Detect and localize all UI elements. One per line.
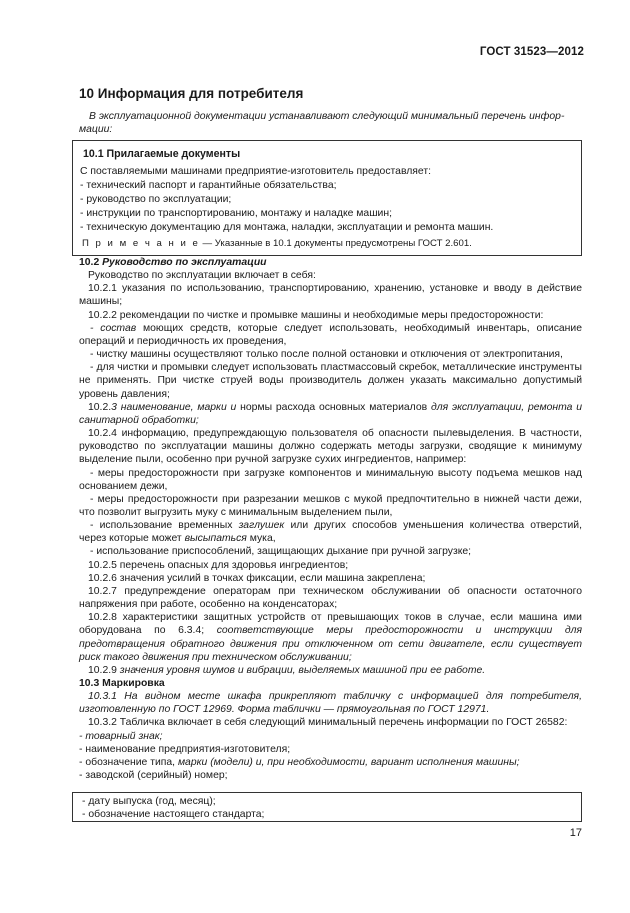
paragraph bbox=[79, 690, 582, 716]
intro-line-2: мации: bbox=[79, 124, 113, 135]
paragraph: - чистку машины осуществляют только после полной остановки и отключения от электропитания, bbox=[90, 349, 563, 361]
intro-paragraph bbox=[79, 110, 582, 136]
em-text: 10.3.1 На видном месте шкафа прикрепляют табличку с информацией для потребителя, изготовленную по ГОСТ 12969. Форма таблички — прямоугольная по ГОСТ 12971. bbox=[79, 691, 582, 716]
text: моющих средств, которые следует использовать, необходимый инвентарь, описание операций и периодичность их проведения, bbox=[79, 322, 583, 347]
em-text: заглушек bbox=[238, 520, 285, 532]
box-item: - инструкции по транспортированию, монтажу и наладке машин; bbox=[80, 208, 392, 219]
text: - использование временных bbox=[90, 520, 239, 532]
page-number: 17 bbox=[569, 827, 582, 839]
list-item: - заводской (серийный) номер; bbox=[79, 770, 228, 782]
list-item bbox=[79, 756, 582, 769]
paragraph bbox=[79, 664, 582, 677]
standard-code: ГОСТ 31523—2012 bbox=[479, 46, 584, 58]
subsection-heading-10-3: 10.3 Маркировка bbox=[79, 678, 165, 689]
box-item: С поставляемыми машинами предприятие-изготовитель предоставляет: bbox=[80, 166, 432, 177]
box-item: - технический паспорт и гарантийные обязательства; bbox=[80, 180, 337, 191]
em-text: марки (модели) и, при необходимости, вариант исполнения машины; bbox=[177, 756, 520, 768]
text: 10.2.9 bbox=[88, 664, 120, 676]
paragraph: 10.2.2 рекомендации по чистке и промывке машины и необходимые меры предосторожности: bbox=[88, 309, 544, 321]
em-text: соответствующие меры предосторожности и инструкции для предотвращения обратного движения при отключенном от сети двигателе, если существует риск такого движения при техническом обслуживании; bbox=[79, 625, 583, 663]
box-title: 10.1 Прилагаемые документы bbox=[83, 148, 241, 160]
em-text: высыпаться bbox=[184, 533, 247, 545]
paragraph bbox=[79, 611, 582, 664]
paragraph: Руководство по эксплуатации включает в себя: bbox=[88, 270, 316, 282]
em-text: значения уровня шумов и вибрации, выделяемых машиной при ее работе. bbox=[119, 664, 486, 676]
paragraph: - для чистки и промывки следует использовать пластмассовый скребок, металлические инструменты не применять. При чистке струей воды производитель должен указать максимально допустимый уровень давления; bbox=[79, 362, 582, 400]
text: - обозначение типа, bbox=[79, 756, 178, 768]
paragraph: 10.2.6 значения усилий в точках фиксации, если машина закреплена; bbox=[88, 572, 426, 584]
box-note bbox=[82, 238, 472, 249]
em-text: 3 наименование, марки и bbox=[111, 401, 237, 413]
text: мука, bbox=[246, 533, 276, 545]
paragraph bbox=[79, 322, 582, 348]
section-title: 10 Информация для потребителя bbox=[79, 86, 304, 101]
em-text: - товарный знак; bbox=[79, 730, 163, 742]
paragraph: 10.2.1 указания по использованию, транспортированию, хранению, установке и вводу в действие машины; bbox=[79, 283, 582, 308]
box-item: - дату выпуска (год, месяц); bbox=[82, 796, 216, 807]
text: нормы расхода основных материалов bbox=[236, 401, 431, 413]
subsection-heading-10-2 bbox=[79, 256, 582, 269]
text: 10.2. bbox=[88, 401, 112, 413]
box-item: - обозначение настоящего стандарта; bbox=[82, 809, 265, 821]
heading-text: Руководство по эксплуатации bbox=[102, 257, 267, 268]
box-item: - руководство по эксплуатации; bbox=[80, 194, 232, 205]
heading-number: 10.2 bbox=[79, 257, 103, 268]
document-body bbox=[79, 256, 582, 782]
paragraph: - меры предосторожности при разрезании мешков с мукой предпочтительно в нижней части дежи, что позволит выгрузить муку с минимальным выделением пыли, bbox=[79, 493, 582, 518]
paragraph: - меры предосторожности при загрузке компонентов и минимальную высоту подъема мешков над основанием дежи, bbox=[79, 467, 582, 492]
attached-documents-box bbox=[72, 140, 582, 256]
list-item: - наименование предприятия-изготовителя; bbox=[79, 743, 291, 755]
text: 10.2.8 характеристики защитных устройств от превышающих токов в случае, если машина ими оборудована по 6.3.4; bbox=[79, 612, 582, 637]
box-items bbox=[82, 795, 264, 821]
em-text: для эксплуатации, ремонта и санитарной обработки; bbox=[79, 401, 583, 426]
box-items bbox=[80, 165, 574, 235]
note-label: П р и м е ч а н и е bbox=[82, 238, 200, 249]
em-text: - состав bbox=[90, 322, 137, 334]
text: или других способов уменьшения количества отверстий, через которые может bbox=[79, 520, 582, 545]
paragraph: - использование приспособлений, защищающих дыхание при ручной загрузке; bbox=[90, 546, 472, 558]
box-item: - техническую документацию для монтажа, наладки, эксплуатации и ремонта машин. bbox=[80, 222, 494, 233]
marking-box bbox=[72, 792, 582, 822]
list-item bbox=[79, 730, 582, 743]
paragraph bbox=[79, 401, 582, 427]
note-text: — Указанные в 10.1 документы предусмотрены ГОСТ 2.601. bbox=[199, 238, 472, 249]
paragraph: 10.2.4 информацию, предупреждающую пользователя об опасности пылевыделения. В частности, руководство по эксплуатации машины должно содержать методы загрузки, сводящие к минимуму выделение пыли, особенно при ручной загрузке сухих ингредиентов, например: bbox=[79, 428, 582, 466]
paragraph: 10.2.7 предупреждение операторам при техническом обслуживании об опасности остаточного напряжения при работе, особенно на конденсаторах; bbox=[79, 585, 582, 611]
intro-line-1: В эксплуатационной документации устанавливают следующий минимальный перечень инфор- bbox=[89, 111, 565, 122]
paragraph: 10.3.2 Табличка включает в себя следующий минимальный перечень информации по ГОСТ 26582: bbox=[88, 717, 568, 729]
paragraph: 10.2.5 перечень опасных для здоровья ингредиентов; bbox=[88, 559, 349, 571]
paragraph bbox=[79, 519, 582, 545]
